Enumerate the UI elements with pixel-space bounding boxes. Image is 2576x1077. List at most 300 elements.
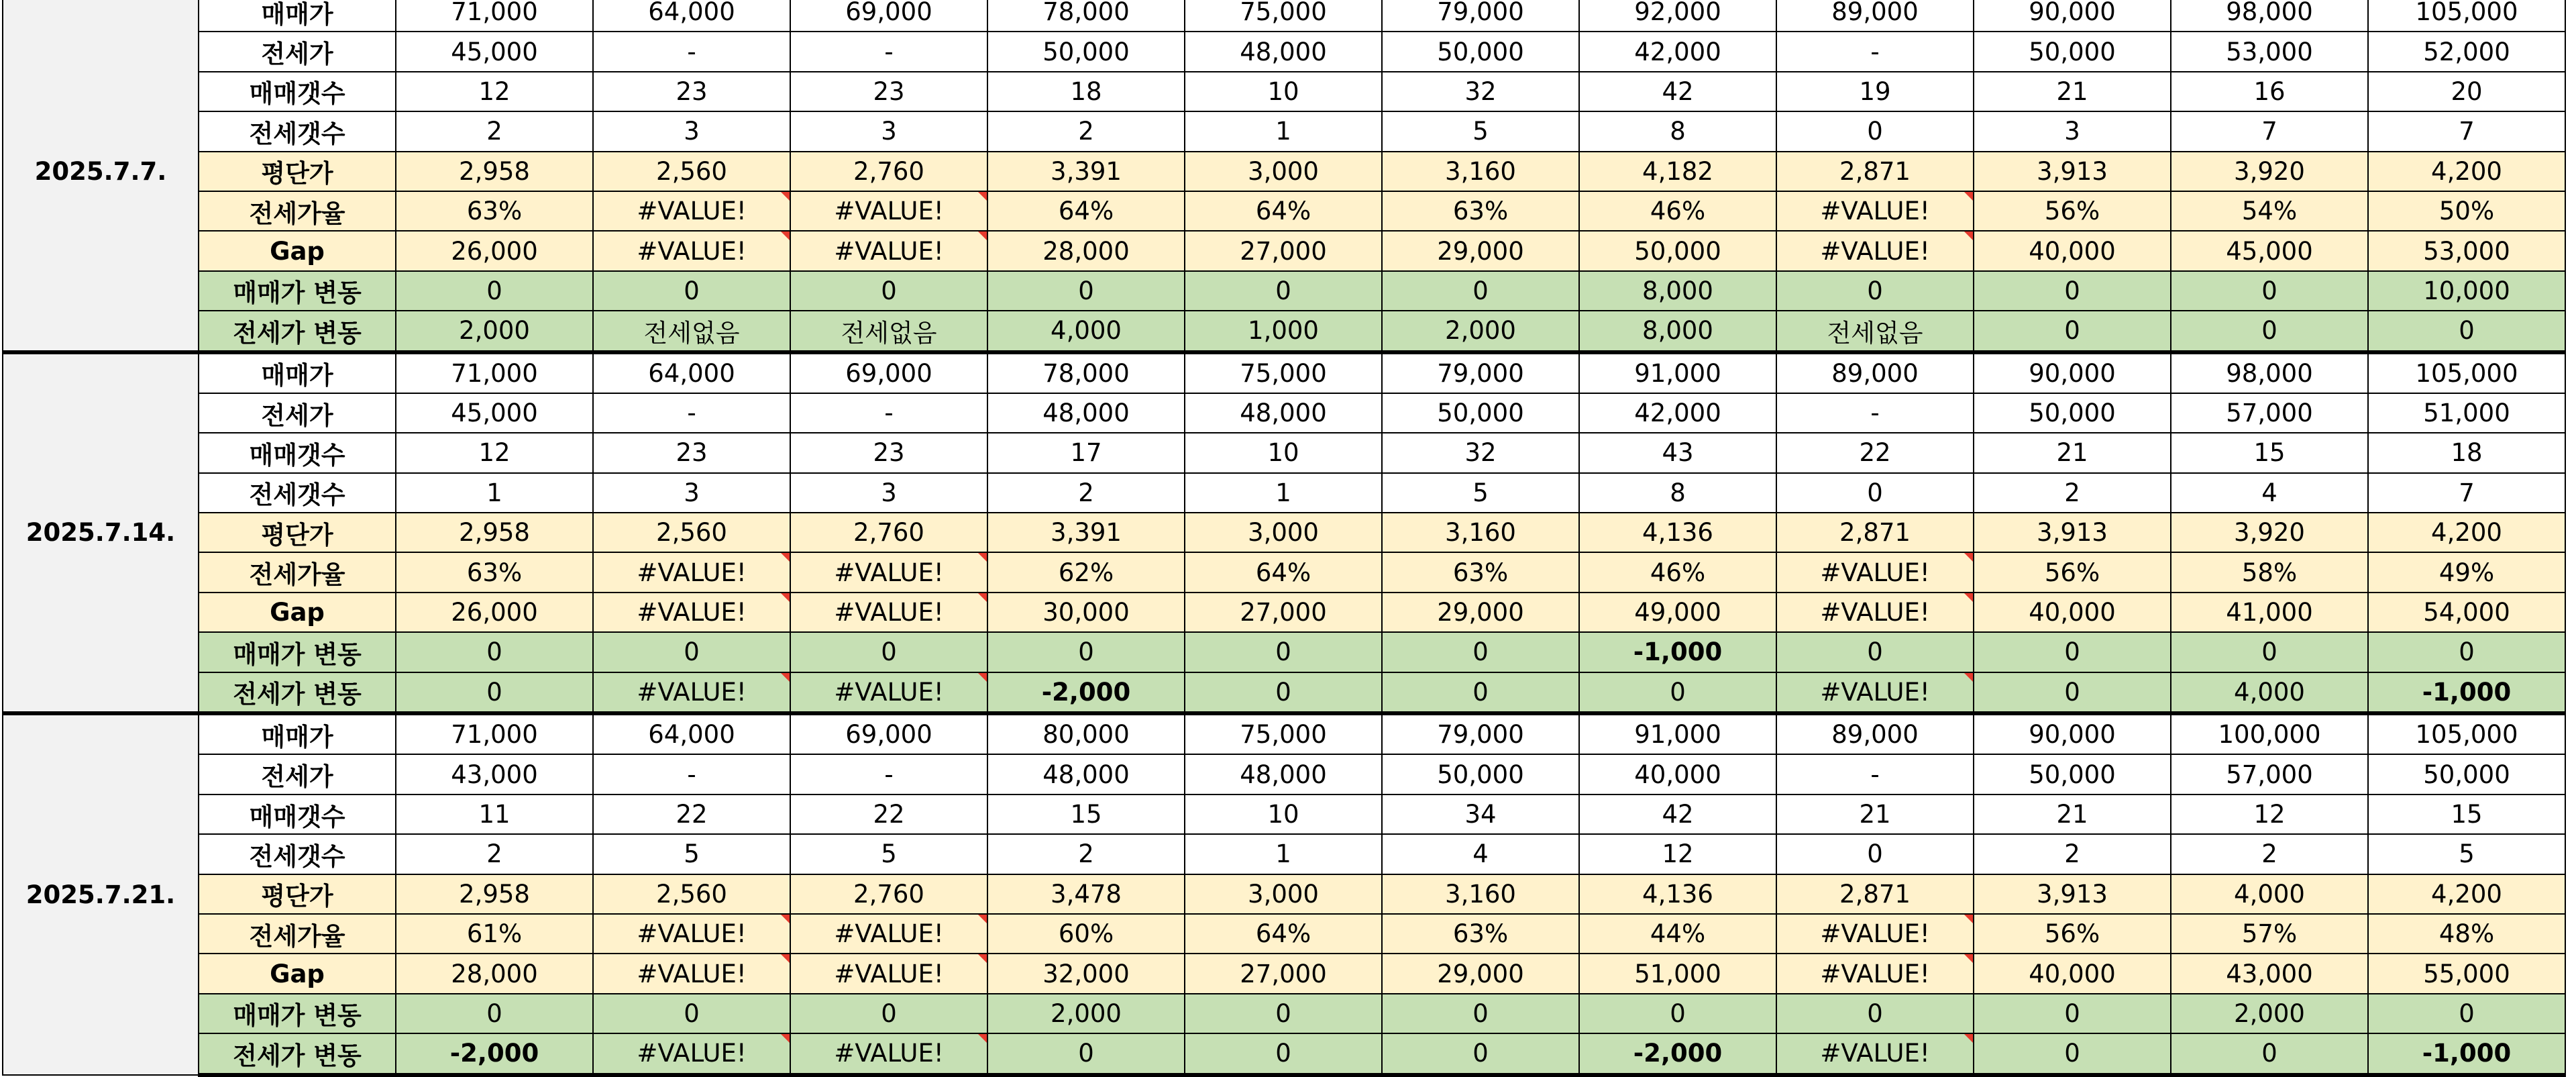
table-cell[interactable]: 63% — [1382, 914, 1579, 954]
table-cell[interactable]: 10 — [1185, 72, 1382, 111]
row-label-jeonse-count[interactable]: 전세갯수 — [199, 834, 396, 874]
row-label-jeonse-ratio[interactable]: 전세가율 — [199, 552, 396, 592]
table-cell[interactable]: 45,000 — [2171, 231, 2368, 270]
table-cell[interactable]: 0 — [1185, 271, 1382, 311]
table-cell[interactable]: 0 — [987, 1033, 1185, 1074]
table-cell[interactable]: 2 — [396, 834, 593, 874]
table-cell[interactable]: 1 — [396, 473, 593, 513]
table-cell[interactable]: 0 — [1579, 994, 1776, 1033]
table-cell[interactable]: 57,000 — [2171, 754, 2368, 794]
table-cell[interactable]: 0 — [2368, 311, 2565, 352]
table-cell[interactable]: 21 — [1974, 794, 2171, 834]
table-cell[interactable]: 0 — [987, 632, 1185, 672]
table-cell[interactable]: 12 — [1579, 834, 1776, 874]
table-cell[interactable]: 23 — [593, 433, 790, 472]
table-cell[interactable]: -2,000 — [987, 672, 1185, 713]
table-cell[interactable]: 53,000 — [2171, 32, 2368, 71]
table-cell[interactable]: 12 — [2171, 794, 2368, 834]
row-label-sale-change[interactable]: 매매가 변동 — [199, 271, 396, 311]
table-cell[interactable]: #VALUE! — [1776, 672, 1974, 713]
table-cell[interactable]: 64,000 — [593, 713, 790, 754]
table-cell[interactable]: 전세없음 — [1776, 311, 1974, 352]
table-cell[interactable]: 71,000 — [396, 713, 593, 754]
table-cell[interactable]: #VALUE! — [593, 552, 790, 592]
table-cell[interactable]: #VALUE! — [790, 672, 987, 713]
table-cell[interactable]: 64% — [1185, 552, 1382, 592]
table-cell[interactable]: 0 — [2368, 994, 2565, 1033]
table-cell[interactable]: 17 — [987, 433, 1185, 472]
table-cell[interactable]: 56% — [1974, 552, 2171, 592]
table-cell[interactable]: 0 — [1974, 1033, 2171, 1074]
table-cell[interactable]: 64% — [987, 191, 1185, 231]
table-cell[interactable]: 63% — [1382, 191, 1579, 231]
table-cell[interactable]: 4,000 — [987, 311, 1185, 352]
table-cell[interactable]: 0 — [1776, 632, 1974, 672]
table-cell[interactable]: 50,000 — [987, 32, 1185, 71]
table-cell[interactable]: 8,000 — [1579, 311, 1776, 352]
table-cell[interactable]: 56% — [1974, 191, 2171, 231]
row-label-sale-change[interactable]: 매매가 변동 — [199, 994, 396, 1033]
table-cell[interactable]: 4,136 — [1579, 874, 1776, 914]
table-cell[interactable]: 79,000 — [1382, 0, 1579, 32]
table-cell[interactable]: 55,000 — [2368, 954, 2565, 993]
table-cell[interactable]: 54,000 — [2368, 593, 2565, 632]
table-cell[interactable]: 61% — [396, 914, 593, 954]
table-cell[interactable]: 7 — [2368, 111, 2565, 151]
table-cell[interactable]: #VALUE! — [790, 191, 987, 231]
table-cell[interactable]: 48,000 — [987, 754, 1185, 794]
table-cell[interactable]: 0 — [1185, 1033, 1382, 1074]
table-cell[interactable]: 78,000 — [987, 352, 1185, 393]
table-cell[interactable]: 2 — [1974, 834, 2171, 874]
table-cell[interactable]: 64,000 — [593, 0, 790, 32]
table-cell[interactable]: 54% — [2171, 191, 2368, 231]
table-cell[interactable]: #VALUE! — [593, 593, 790, 632]
table-cell[interactable]: #VALUE! — [790, 231, 987, 270]
table-cell[interactable]: 27,000 — [1185, 954, 1382, 993]
table-cell[interactable]: #VALUE! — [790, 954, 987, 993]
table-cell[interactable]: 45,000 — [396, 393, 593, 433]
table-cell[interactable]: 23 — [790, 433, 987, 472]
table-cell[interactable]: 91,000 — [1579, 713, 1776, 754]
table-cell[interactable]: 42 — [1579, 72, 1776, 111]
table-cell[interactable]: 15 — [2368, 794, 2565, 834]
table-cell[interactable]: 21 — [1974, 72, 2171, 111]
table-cell[interactable]: 0 — [1382, 632, 1579, 672]
table-cell[interactable]: 57% — [2171, 914, 2368, 954]
date-cell[interactable]: 2025.7.21. — [3, 713, 199, 1075]
table-cell[interactable]: 79,000 — [1382, 713, 1579, 754]
row-label-price-per-pyeong[interactable]: 평단가 — [199, 152, 396, 191]
row-label-sale[interactable]: 매매가 — [199, 713, 396, 754]
table-cell[interactable]: 1 — [1185, 473, 1382, 513]
table-cell[interactable]: 3,391 — [987, 152, 1185, 191]
table-cell[interactable]: 8,000 — [1579, 271, 1776, 311]
row-label-jeonse-change[interactable]: 전세가 변동 — [199, 672, 396, 713]
table-cell[interactable]: 50,000 — [1974, 393, 2171, 433]
table-cell[interactable]: 62% — [987, 552, 1185, 592]
row-label-sale-count[interactable]: 매매갯수 — [199, 72, 396, 111]
table-cell[interactable]: #VALUE! — [593, 672, 790, 713]
table-cell[interactable]: 7 — [2368, 473, 2565, 513]
table-cell[interactable]: 3,920 — [2171, 513, 2368, 552]
row-label-gap[interactable]: Gap — [199, 231, 396, 270]
table-cell[interactable]: -1,000 — [2368, 672, 2565, 713]
table-cell[interactable]: 26,000 — [396, 231, 593, 270]
table-cell[interactable]: 32 — [1382, 433, 1579, 472]
table-cell[interactable]: #VALUE! — [593, 914, 790, 954]
table-cell[interactable]: 2,760 — [790, 152, 987, 191]
table-cell[interactable]: - — [593, 393, 790, 433]
table-cell[interactable]: 64% — [1185, 191, 1382, 231]
table-cell[interactable]: 40,000 — [1974, 954, 2171, 993]
table-cell[interactable]: - — [790, 32, 987, 71]
table-cell[interactable]: 50,000 — [1382, 32, 1579, 71]
table-cell[interactable]: 15 — [2171, 433, 2368, 472]
table-cell[interactable]: 0 — [1776, 473, 1974, 513]
table-cell[interactable]: 0 — [1776, 994, 1974, 1033]
table-cell[interactable]: 0 — [396, 632, 593, 672]
table-cell[interactable]: 0 — [593, 271, 790, 311]
table-cell[interactable]: 2,760 — [790, 874, 987, 914]
table-cell[interactable]: 50% — [2368, 191, 2565, 231]
table-cell[interactable]: #VALUE! — [593, 191, 790, 231]
table-cell[interactable]: 3,160 — [1382, 513, 1579, 552]
table-cell[interactable]: 50,000 — [2368, 754, 2565, 794]
table-cell[interactable]: 105,000 — [2368, 0, 2565, 32]
table-cell[interactable]: #VALUE! — [1776, 552, 1974, 592]
table-cell[interactable]: 5 — [593, 834, 790, 874]
table-cell[interactable]: 29,000 — [1382, 593, 1579, 632]
table-cell[interactable]: 10 — [1185, 794, 1382, 834]
table-cell[interactable]: #VALUE! — [1776, 191, 1974, 231]
table-cell[interactable]: 105,000 — [2368, 713, 2565, 754]
table-cell[interactable]: 69,000 — [790, 0, 987, 32]
table-cell[interactable]: 0 — [593, 632, 790, 672]
table-cell[interactable]: 51,000 — [2368, 393, 2565, 433]
row-label-sale-change[interactable]: 매매가 변동 — [199, 632, 396, 672]
table-cell[interactable]: -2,000 — [396, 1033, 593, 1074]
table-cell[interactable]: 전세없음 — [790, 311, 987, 352]
table-cell[interactable]: 2 — [1974, 473, 2171, 513]
table-cell[interactable]: 0 — [1382, 994, 1579, 1033]
table-cell[interactable]: 56% — [1974, 914, 2171, 954]
table-cell[interactable]: - — [790, 393, 987, 433]
table-cell[interactable]: 4 — [2171, 473, 2368, 513]
table-cell[interactable]: - — [593, 32, 790, 71]
table-cell[interactable]: 2,760 — [790, 513, 987, 552]
table-cell[interactable]: 4,200 — [2368, 874, 2565, 914]
table-cell[interactable]: 22 — [1776, 433, 1974, 472]
table-cell[interactable]: 91,000 — [1579, 352, 1776, 393]
table-cell[interactable]: 41,000 — [2171, 593, 2368, 632]
table-cell[interactable]: 18 — [987, 72, 1185, 111]
table-cell[interactable]: 0 — [1579, 672, 1776, 713]
table-cell[interactable]: 48,000 — [1185, 754, 1382, 794]
table-cell[interactable]: 0 — [1382, 672, 1579, 713]
table-cell[interactable]: 48,000 — [1185, 393, 1382, 433]
table-cell[interactable]: 5 — [790, 834, 987, 874]
table-cell[interactable]: 0 — [790, 994, 987, 1033]
table-cell[interactable]: 48,000 — [1185, 32, 1382, 71]
table-cell[interactable]: 89,000 — [1776, 713, 1974, 754]
table-cell[interactable]: 90,000 — [1974, 713, 2171, 754]
table-cell[interactable]: 3,478 — [987, 874, 1185, 914]
table-cell[interactable]: 2 — [2171, 834, 2368, 874]
table-cell[interactable]: 50,000 — [1974, 754, 2171, 794]
table-cell[interactable]: 43 — [1579, 433, 1776, 472]
table-cell[interactable]: 40,000 — [1974, 231, 2171, 270]
table-cell[interactable]: 75,000 — [1185, 0, 1382, 32]
table-cell[interactable]: 50,000 — [1974, 32, 2171, 71]
table-cell[interactable]: 75,000 — [1185, 713, 1382, 754]
table-cell[interactable]: 71,000 — [396, 352, 593, 393]
table-cell[interactable]: 2,871 — [1776, 874, 1974, 914]
table-cell[interactable]: 71,000 — [396, 0, 593, 32]
table-cell[interactable]: - — [1776, 393, 1974, 433]
table-cell[interactable]: 2,000 — [987, 994, 1185, 1033]
table-cell[interactable]: 32 — [1382, 72, 1579, 111]
table-cell[interactable]: - — [1776, 32, 1974, 71]
table-cell[interactable]: 43,000 — [2171, 954, 2368, 993]
table-cell[interactable]: #VALUE! — [790, 914, 987, 954]
table-cell[interactable]: 78,000 — [987, 0, 1185, 32]
table-cell[interactable]: 69,000 — [790, 352, 987, 393]
table-cell[interactable]: 2,958 — [396, 513, 593, 552]
table-cell[interactable]: 92,000 — [1579, 0, 1776, 32]
table-cell[interactable]: 100,000 — [2171, 713, 2368, 754]
table-cell[interactable]: 3 — [593, 111, 790, 151]
table-cell[interactable]: -1,000 — [2368, 1033, 2565, 1074]
table-cell[interactable]: 0 — [2171, 271, 2368, 311]
table-cell[interactable]: 28,000 — [396, 954, 593, 993]
table-cell[interactable]: 52,000 — [2368, 32, 2565, 71]
table-cell[interactable]: 40,000 — [1974, 593, 2171, 632]
table-cell[interactable]: 0 — [2368, 632, 2565, 672]
table-cell[interactable]: -1,000 — [1579, 632, 1776, 672]
table-cell[interactable]: 3 — [790, 473, 987, 513]
table-cell[interactable]: 0 — [1382, 1033, 1579, 1074]
table-cell[interactable]: 98,000 — [2171, 0, 2368, 32]
table-cell[interactable]: 20 — [2368, 72, 2565, 111]
row-label-sale[interactable]: 매매가 — [199, 352, 396, 393]
table-cell[interactable]: 0 — [790, 632, 987, 672]
row-label-jeonse-ratio[interactable]: 전세가율 — [199, 914, 396, 954]
row-label-gap[interactable]: Gap — [199, 593, 396, 632]
table-cell[interactable]: 69,000 — [790, 713, 987, 754]
table-cell[interactable]: 3,000 — [1185, 513, 1382, 552]
table-cell[interactable]: 58% — [2171, 552, 2368, 592]
table-cell[interactable]: 0 — [2171, 1033, 2368, 1074]
row-label-jeonse-change[interactable]: 전세가 변동 — [199, 1033, 396, 1074]
table-cell[interactable]: 2,000 — [2171, 994, 2368, 1033]
table-cell[interactable]: 23 — [593, 72, 790, 111]
table-cell[interactable]: 34 — [1382, 794, 1579, 834]
table-cell[interactable]: 0 — [1776, 111, 1974, 151]
table-cell[interactable]: 80,000 — [987, 713, 1185, 754]
table-cell[interactable]: 64% — [1185, 914, 1382, 954]
table-cell[interactable]: #VALUE! — [790, 593, 987, 632]
table-cell[interactable]: 0 — [1382, 271, 1579, 311]
date-cell[interactable]: 2025.7.7. — [3, 0, 199, 352]
table-cell[interactable]: 5 — [1382, 111, 1579, 151]
table-cell[interactable]: 2,000 — [1382, 311, 1579, 352]
table-cell[interactable]: 28,000 — [987, 231, 1185, 270]
table-cell[interactable]: 98,000 — [2171, 352, 2368, 393]
row-label-gap[interactable]: Gap — [199, 954, 396, 993]
table-cell[interactable]: 50,000 — [1382, 754, 1579, 794]
table-cell[interactable]: 51,000 — [1579, 954, 1776, 993]
table-cell[interactable]: #VALUE! — [1776, 954, 1974, 993]
table-cell[interactable]: 3,391 — [987, 513, 1185, 552]
table-cell[interactable]: 42,000 — [1579, 393, 1776, 433]
table-cell[interactable]: 3,000 — [1185, 874, 1382, 914]
table-cell[interactable]: 1 — [1185, 111, 1382, 151]
table-cell[interactable]: 105,000 — [2368, 352, 2565, 393]
table-cell[interactable]: 4,200 — [2368, 513, 2565, 552]
date-cell[interactable]: 2025.7.14. — [3, 352, 199, 714]
table-cell[interactable]: 3,160 — [1382, 874, 1579, 914]
table-cell[interactable]: #VALUE! — [1776, 1033, 1974, 1074]
row-label-jeonse-ratio[interactable]: 전세가율 — [199, 191, 396, 231]
table-cell[interactable]: 63% — [1382, 552, 1579, 592]
table-cell[interactable]: 4,200 — [2368, 152, 2565, 191]
table-cell[interactable]: 42,000 — [1579, 32, 1776, 71]
table-cell[interactable]: 42 — [1579, 794, 1776, 834]
table-cell[interactable]: 89,000 — [1776, 0, 1974, 32]
table-cell[interactable]: 27,000 — [1185, 593, 1382, 632]
table-cell[interactable]: 46% — [1579, 191, 1776, 231]
table-cell[interactable]: 49% — [2368, 552, 2565, 592]
table-cell[interactable]: 2 — [396, 111, 593, 151]
table-cell[interactable]: 45,000 — [396, 32, 593, 71]
table-cell[interactable]: 10,000 — [2368, 271, 2565, 311]
table-cell[interactable]: #VALUE! — [1776, 914, 1974, 954]
table-cell[interactable]: 0 — [2171, 311, 2368, 352]
table-cell[interactable]: 1 — [1185, 834, 1382, 874]
table-cell[interactable]: 2,958 — [396, 874, 593, 914]
table-cell[interactable]: 3 — [593, 473, 790, 513]
table-cell[interactable]: 0 — [1974, 311, 2171, 352]
table-cell[interactable]: 48% — [2368, 914, 2565, 954]
table-cell[interactable]: 60% — [987, 914, 1185, 954]
table-cell[interactable]: 0 — [1185, 994, 1382, 1033]
table-cell[interactable]: 79,000 — [1382, 352, 1579, 393]
table-cell[interactable]: 0 — [396, 994, 593, 1033]
table-cell[interactable]: 4,182 — [1579, 152, 1776, 191]
table-cell[interactable]: 0 — [396, 672, 593, 713]
table-cell[interactable]: 48,000 — [987, 393, 1185, 433]
table-cell[interactable]: 29,000 — [1382, 954, 1579, 993]
table-cell[interactable]: 29,000 — [1382, 231, 1579, 270]
table-cell[interactable]: 53,000 — [2368, 231, 2565, 270]
table-cell[interactable]: 2,871 — [1776, 513, 1974, 552]
row-label-sale[interactable]: 매매가 — [199, 0, 396, 32]
table-cell[interactable]: 12 — [396, 433, 593, 472]
table-cell[interactable]: 3 — [1974, 111, 2171, 151]
table-cell[interactable]: 4 — [1382, 834, 1579, 874]
table-cell[interactable]: 23 — [790, 72, 987, 111]
table-cell[interactable]: 50,000 — [1579, 231, 1776, 270]
row-label-sale-count[interactable]: 매매갯수 — [199, 433, 396, 472]
table-cell[interactable]: 11 — [396, 794, 593, 834]
table-cell[interactable]: #VALUE! — [593, 1033, 790, 1074]
table-cell[interactable]: #VALUE! — [790, 1033, 987, 1074]
table-cell[interactable]: - — [1776, 754, 1974, 794]
table-cell[interactable]: 5 — [2368, 834, 2565, 874]
table-cell[interactable]: 49,000 — [1579, 593, 1776, 632]
table-cell[interactable]: 63% — [396, 191, 593, 231]
table-cell[interactable]: 27,000 — [1185, 231, 1382, 270]
table-cell[interactable]: 4,136 — [1579, 513, 1776, 552]
table-cell[interactable]: 5 — [1382, 473, 1579, 513]
row-label-jeonse[interactable]: 전세가 — [199, 393, 396, 433]
table-cell[interactable]: 3,913 — [1974, 874, 2171, 914]
table-cell[interactable]: 3,913 — [1974, 513, 2171, 552]
row-label-jeonse-count[interactable]: 전세갯수 — [199, 473, 396, 513]
table-cell[interactable]: 2 — [987, 834, 1185, 874]
table-cell[interactable]: 22 — [593, 794, 790, 834]
table-cell[interactable]: 0 — [396, 271, 593, 311]
table-cell[interactable]: 30,000 — [987, 593, 1185, 632]
table-cell[interactable]: 89,000 — [1776, 352, 1974, 393]
table-cell[interactable]: 18 — [2368, 433, 2565, 472]
table-cell[interactable]: 4,000 — [2171, 874, 2368, 914]
table-cell[interactable]: 2,958 — [396, 152, 593, 191]
table-cell[interactable]: 2 — [987, 473, 1185, 513]
row-label-jeonse[interactable]: 전세가 — [199, 754, 396, 794]
table-cell[interactable]: 1,000 — [1185, 311, 1382, 352]
table-cell[interactable]: 0 — [1776, 834, 1974, 874]
table-cell[interactable]: -2,000 — [1579, 1033, 1776, 1074]
table-cell[interactable]: 2,560 — [593, 152, 790, 191]
table-cell[interactable]: 0 — [1776, 271, 1974, 311]
row-label-sale-count[interactable]: 매매갯수 — [199, 794, 396, 834]
table-cell[interactable]: 2 — [987, 111, 1185, 151]
table-cell[interactable]: 2,000 — [396, 311, 593, 352]
table-cell[interactable]: 2,871 — [1776, 152, 1974, 191]
table-cell[interactable]: #VALUE! — [593, 231, 790, 270]
table-cell[interactable]: #VALUE! — [593, 954, 790, 993]
table-cell[interactable]: 75,000 — [1185, 352, 1382, 393]
table-cell[interactable]: 46% — [1579, 552, 1776, 592]
table-cell[interactable]: 7 — [2171, 111, 2368, 151]
table-cell[interactable]: 40,000 — [1579, 754, 1776, 794]
table-cell[interactable]: 3 — [790, 111, 987, 151]
row-label-jeonse-change[interactable]: 전세가 변동 — [199, 311, 396, 352]
table-cell[interactable]: 22 — [790, 794, 987, 834]
table-cell[interactable]: 0 — [1185, 632, 1382, 672]
table-cell[interactable]: 21 — [1974, 433, 2171, 472]
table-cell[interactable]: 63% — [396, 552, 593, 592]
table-cell[interactable]: 0 — [790, 271, 987, 311]
table-cell[interactable]: 0 — [1974, 994, 2171, 1033]
table-cell[interactable]: 0 — [1974, 672, 2171, 713]
table-cell[interactable]: 64,000 — [593, 352, 790, 393]
table-cell[interactable]: 8 — [1579, 111, 1776, 151]
table-cell[interactable]: 3,920 — [2171, 152, 2368, 191]
table-cell[interactable]: 32,000 — [987, 954, 1185, 993]
table-cell[interactable]: #VALUE! — [1776, 593, 1974, 632]
table-cell[interactable]: 19 — [1776, 72, 1974, 111]
table-cell[interactable]: 12 — [396, 72, 593, 111]
table-cell[interactable]: - — [593, 754, 790, 794]
table-cell[interactable]: 10 — [1185, 433, 1382, 472]
table-cell[interactable]: 2,560 — [593, 874, 790, 914]
table-cell[interactable]: 8 — [1579, 473, 1776, 513]
table-cell[interactable]: 57,000 — [2171, 393, 2368, 433]
table-cell[interactable]: #VALUE! — [1776, 231, 1974, 270]
